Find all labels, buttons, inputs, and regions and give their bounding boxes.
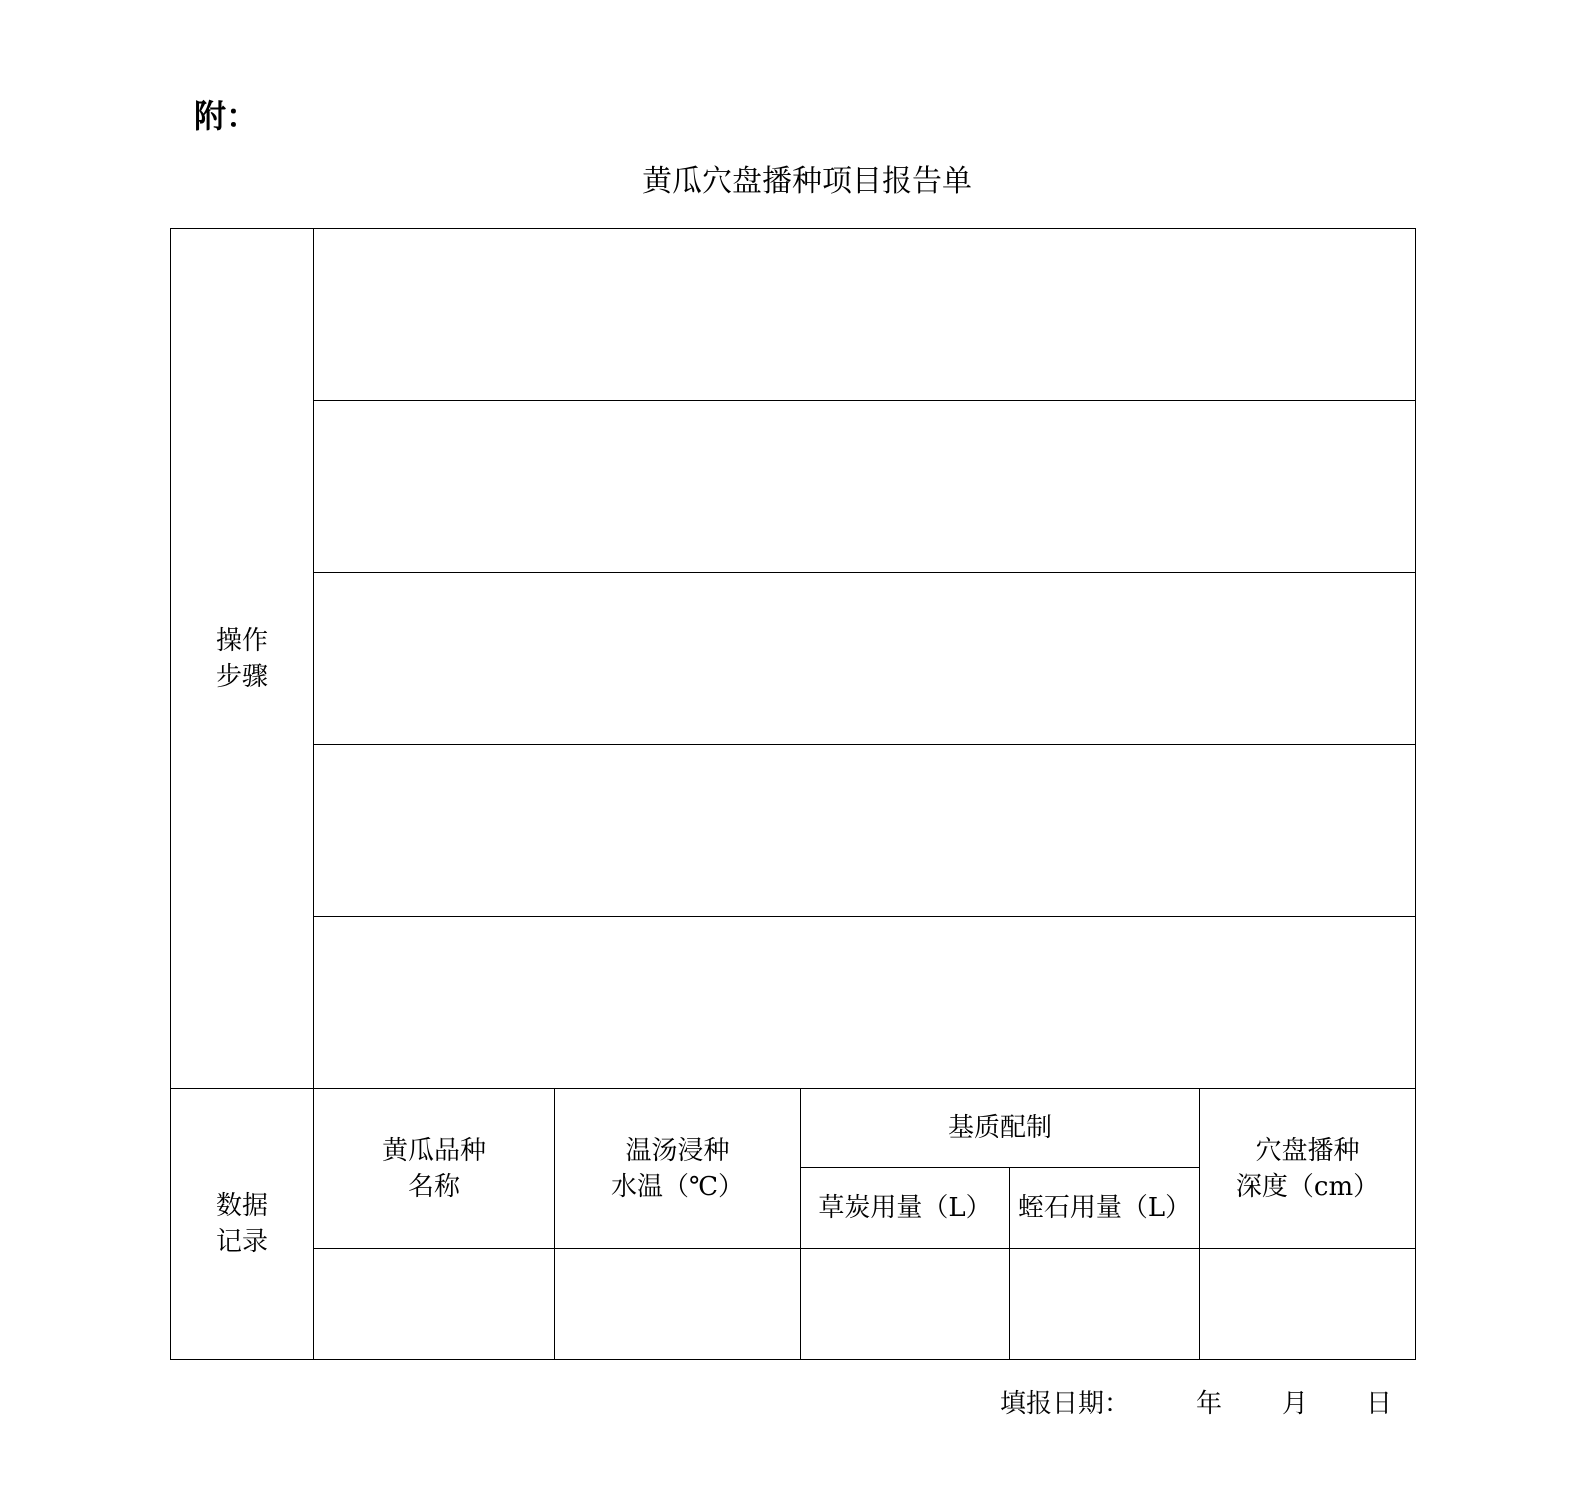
water-temp-header-line-2: 水温（℃） xyxy=(610,1171,745,1202)
operation-row-3 xyxy=(171,573,1416,745)
operation-step-input-2[interactable] xyxy=(314,401,1416,573)
depth-input[interactable] xyxy=(1200,1249,1416,1360)
peat-amount-header: 草炭用量（L） xyxy=(801,1168,1010,1249)
operation-steps-label xyxy=(216,623,268,695)
water-temp-header-line-1: 温汤浸种 xyxy=(625,1135,730,1166)
operation-row-4 xyxy=(171,745,1416,917)
data-record-label xyxy=(216,1188,268,1260)
operation-steps-label-cell xyxy=(171,229,314,1089)
variety-input[interactable] xyxy=(314,1249,555,1360)
operation-step-input-5[interactable] xyxy=(314,917,1416,1089)
data-header-row-1 xyxy=(171,1089,1416,1168)
data-label-line-1: 数据 xyxy=(215,1191,268,1221)
water-temp-input[interactable] xyxy=(555,1249,801,1360)
vermiculite-amount-input[interactable] xyxy=(1010,1249,1200,1360)
peat-amount-input[interactable] xyxy=(801,1249,1010,1360)
depth-header xyxy=(1200,1089,1416,1249)
year-label: 年 xyxy=(1196,1389,1223,1419)
variety-header-line-2: 名称 xyxy=(407,1171,460,1202)
depth-header-line-2: 深度（cm） xyxy=(1235,1171,1380,1202)
vermiculite-amount-header: 蛭石用量（L） xyxy=(1010,1168,1200,1249)
data-label-line-2: 记录 xyxy=(215,1227,268,1257)
data-entry-row xyxy=(171,1249,1416,1360)
day-label: 日 xyxy=(1366,1389,1393,1419)
form-title: 黄瓜穴盘播种项目报告单 xyxy=(642,164,972,199)
variety-header xyxy=(314,1089,555,1249)
operation-step-input-3[interactable] xyxy=(314,573,1416,745)
data-record-label-cell xyxy=(171,1089,314,1360)
operation-row-2 xyxy=(171,401,1416,573)
operation-step-input-4[interactable] xyxy=(314,745,1416,917)
variety-header-line-1: 黄瓜品种 xyxy=(381,1135,486,1166)
operation-label-line-2: 步骤 xyxy=(215,661,268,692)
operation-row-1 xyxy=(171,229,1416,401)
attachment-label: 附： xyxy=(194,97,259,135)
operation-step-input-1[interactable] xyxy=(314,229,1416,401)
month-label: 月 xyxy=(1282,1389,1309,1419)
operation-row-5 xyxy=(171,917,1416,1089)
water-temp-header xyxy=(555,1089,801,1249)
operation-label-line-1: 操作 xyxy=(215,625,268,656)
substrate-header: 基质配制 xyxy=(801,1089,1200,1168)
fill-date-label: 填报日期： xyxy=(1000,1389,1131,1419)
depth-header-line-1: 穴盘播种 xyxy=(1255,1135,1360,1166)
report-table xyxy=(170,228,1416,1360)
